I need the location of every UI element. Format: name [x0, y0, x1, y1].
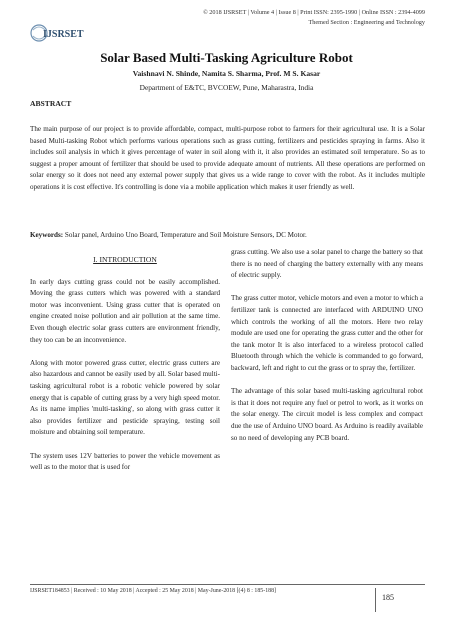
- paragraph: The grass cutter motor, vehicle motors and even a motor to which a fertilizer tank is connected are interfaced with ARDUINO UNO which controls the working of all the motors. Here two relay module are used one for operating the grass cutter and the other for the tank motor It is also interfaced to a wireless protocol called Bluetooth through which the vehicle is commanded to go forward, backward, left and right to cut the grass or to spray the, fertilizer.: [231, 294, 423, 372]
- abstract-heading: ABSTRACT: [30, 99, 72, 108]
- journal-section-line: Themed Section : Engineering and Technology: [308, 19, 425, 26]
- page-number: 185: [382, 593, 394, 602]
- paper-authors: Vaishnavi N. Shinde, Namita S. Sharma, Prof. M S. Kasar: [132, 69, 321, 78]
- paper-affiliation: Department of E&TC, BVCOEW, Pune, Maharastra, India: [139, 83, 314, 92]
- paper-title: Solar Based Multi-Tasking Agriculture Robot: [100, 50, 353, 65]
- footer-divider: [30, 584, 425, 585]
- paragraph: grass cutting. We also use a solar panel to charge the battery so that there is no need of charging the battery externally with any means of electric supply.: [231, 248, 423, 280]
- footer-citation: IJSRSET184853 | Received : 10 May 2018 | Accepted : 25 May 2018 | May-June-2018 [(4) 8 : 185-188]: [30, 588, 276, 594]
- right-column: [231, 247, 423, 456]
- logo-text: IJSRSET: [43, 29, 84, 40]
- keywords: [30, 230, 425, 241]
- paragraph: In early days cutting grass could not be easily accomplished. Moving the grass cutters which was powered with a standard motor was inconvenient. Using grass cutter that is operated on engine created noise pollution and air pollution at the same time. Even though electric solar grass cutters are environment friendly, they too can be an inconvenience.: [30, 277, 220, 344]
- journal-issn-line: © 2018 IJSRSET | Volume 4 | Issue 8 | Print ISSN: 2395-1990 | Online ISSN : 2394-4099: [203, 9, 425, 16]
- journal-header: [95, 8, 425, 28]
- section-heading-introduction: I. INTRODUCTION: [93, 255, 157, 264]
- keywords-label: Keywords:: [30, 231, 64, 239]
- paragraph: Along with motor powered grass cutter, electric grass cutters are also hazardous and cannot be easily used by all. Solar based multi-tasking agricultural robot is a robotic vehicle powered by solar energy that is capable of cutting grass by a very high speed motor. As its name implies 'multi-tasking', so along with grass cutter it also provides fertilizer and pesticide spraying, testing soil moisture and obtaining soil temperature.: [30, 358, 220, 437]
- left-column: [30, 254, 220, 485]
- paragraph: The system uses 12V batteries to power the vehicle movement as well as to the motor that is used for: [30, 451, 220, 472]
- journal-logo: [30, 20, 94, 46]
- abstract-body: The main purpose of our project is to provide affordable, compact, multi-purpose robot to farmers for their agricultural use. It is a Solar based Multi-tasking Robot which performs various operations such as grass cutting, fertilizers and pesticides spraying in farms. Also it includes soil analysis in which it gives percentage of water in soil along with it, it also provides an estimated soil temperature. So as to suggest a proper amount of fertilizer that should be used to provide adequate amount of nutrients. All these operations are performed on solar energy so it does not need any external power supply that gives us a wide range to cover with the robot. As it includes multiple operations it is cost effective. It's controlling is done via a mobile application which makes it user friendly as well.: [30, 125, 425, 191]
- paragraph: The advantage of this solar based multi-tasking agricultural robot is that it does not require any fuel or petrol to work, as it works on the solar energy. The circuit model is less complex and compact due the use of Arduino UNO board. As Arduino is readily available so no need of developing any PCB board.: [231, 387, 423, 442]
- keywords-list: Solar panel, Arduino Uno Board, Temperature and Soil Moisture Sensors, DC Motor.: [63, 231, 307, 239]
